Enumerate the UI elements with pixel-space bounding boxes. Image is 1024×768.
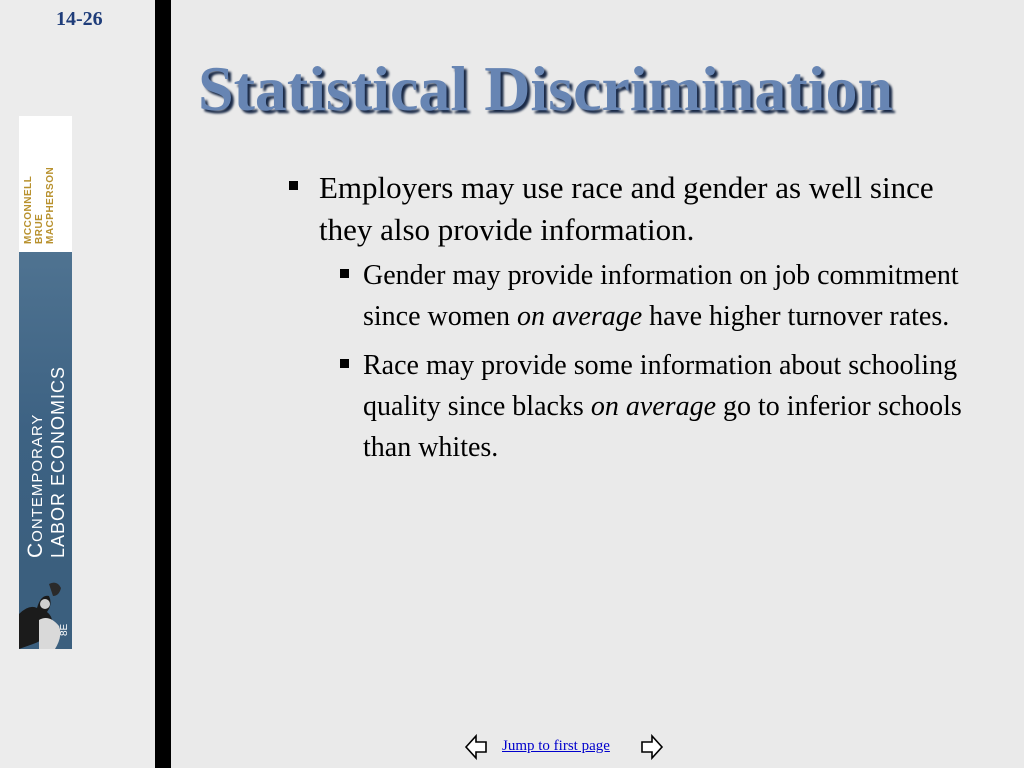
right-arrow-icon[interactable] xyxy=(640,733,664,761)
sub-bullet-item-2 xyxy=(334,345,969,468)
divider-bar xyxy=(155,0,171,768)
square-bullet-icon xyxy=(289,181,298,190)
sub-bullet-2-text-end: go to inferior schools than whites. xyxy=(363,391,962,463)
slide-content xyxy=(171,0,1024,768)
slide-title: Statistical Discrimination xyxy=(198,53,894,124)
sub-bullet-1-text: Gender may provide information on job commitment since women xyxy=(363,260,959,332)
left-arrow-icon[interactable] xyxy=(464,733,488,761)
bullet-item-1 xyxy=(289,167,969,251)
cover-author-panel xyxy=(19,116,72,252)
sub-bullet-2-text: Race may provide some information about schooling quality since blacks xyxy=(363,350,958,422)
sub-bullet-1-text-end: have higher turnover rates. xyxy=(642,301,950,332)
cover-title xyxy=(25,258,69,558)
cover-author-3: MACPHERSON xyxy=(45,166,56,244)
sub-bullet-item-1 xyxy=(334,255,969,337)
left-sidebar xyxy=(0,0,155,768)
cover-author-2: BRUE xyxy=(34,213,45,244)
bullet-list xyxy=(289,167,969,468)
cover-title-line2: LABOR ECONOMICS xyxy=(48,365,68,558)
sub-bullet-1-emphasis: on average xyxy=(516,301,643,332)
cover-title-line1: Contemporary xyxy=(24,413,47,558)
bullet-text-1: Employers may use race and gender as well since they also provide information. xyxy=(319,170,934,247)
cover-figures-panel xyxy=(19,574,72,649)
slide-navigation xyxy=(464,733,664,761)
square-bullet-icon xyxy=(340,269,349,278)
cover-authors xyxy=(23,124,56,244)
jump-to-first-page-link[interactable]: Jump to first page xyxy=(502,738,610,754)
cover-author-1: MCCONNELL xyxy=(23,175,34,244)
slide-number: 14-26 xyxy=(56,8,103,30)
sub-bullet-2-emphasis: on average xyxy=(590,391,717,422)
cover-edition: 8E xyxy=(59,623,70,636)
square-bullet-icon xyxy=(340,359,349,368)
book-cover xyxy=(19,116,72,649)
cover-figures-illustration xyxy=(19,574,72,649)
